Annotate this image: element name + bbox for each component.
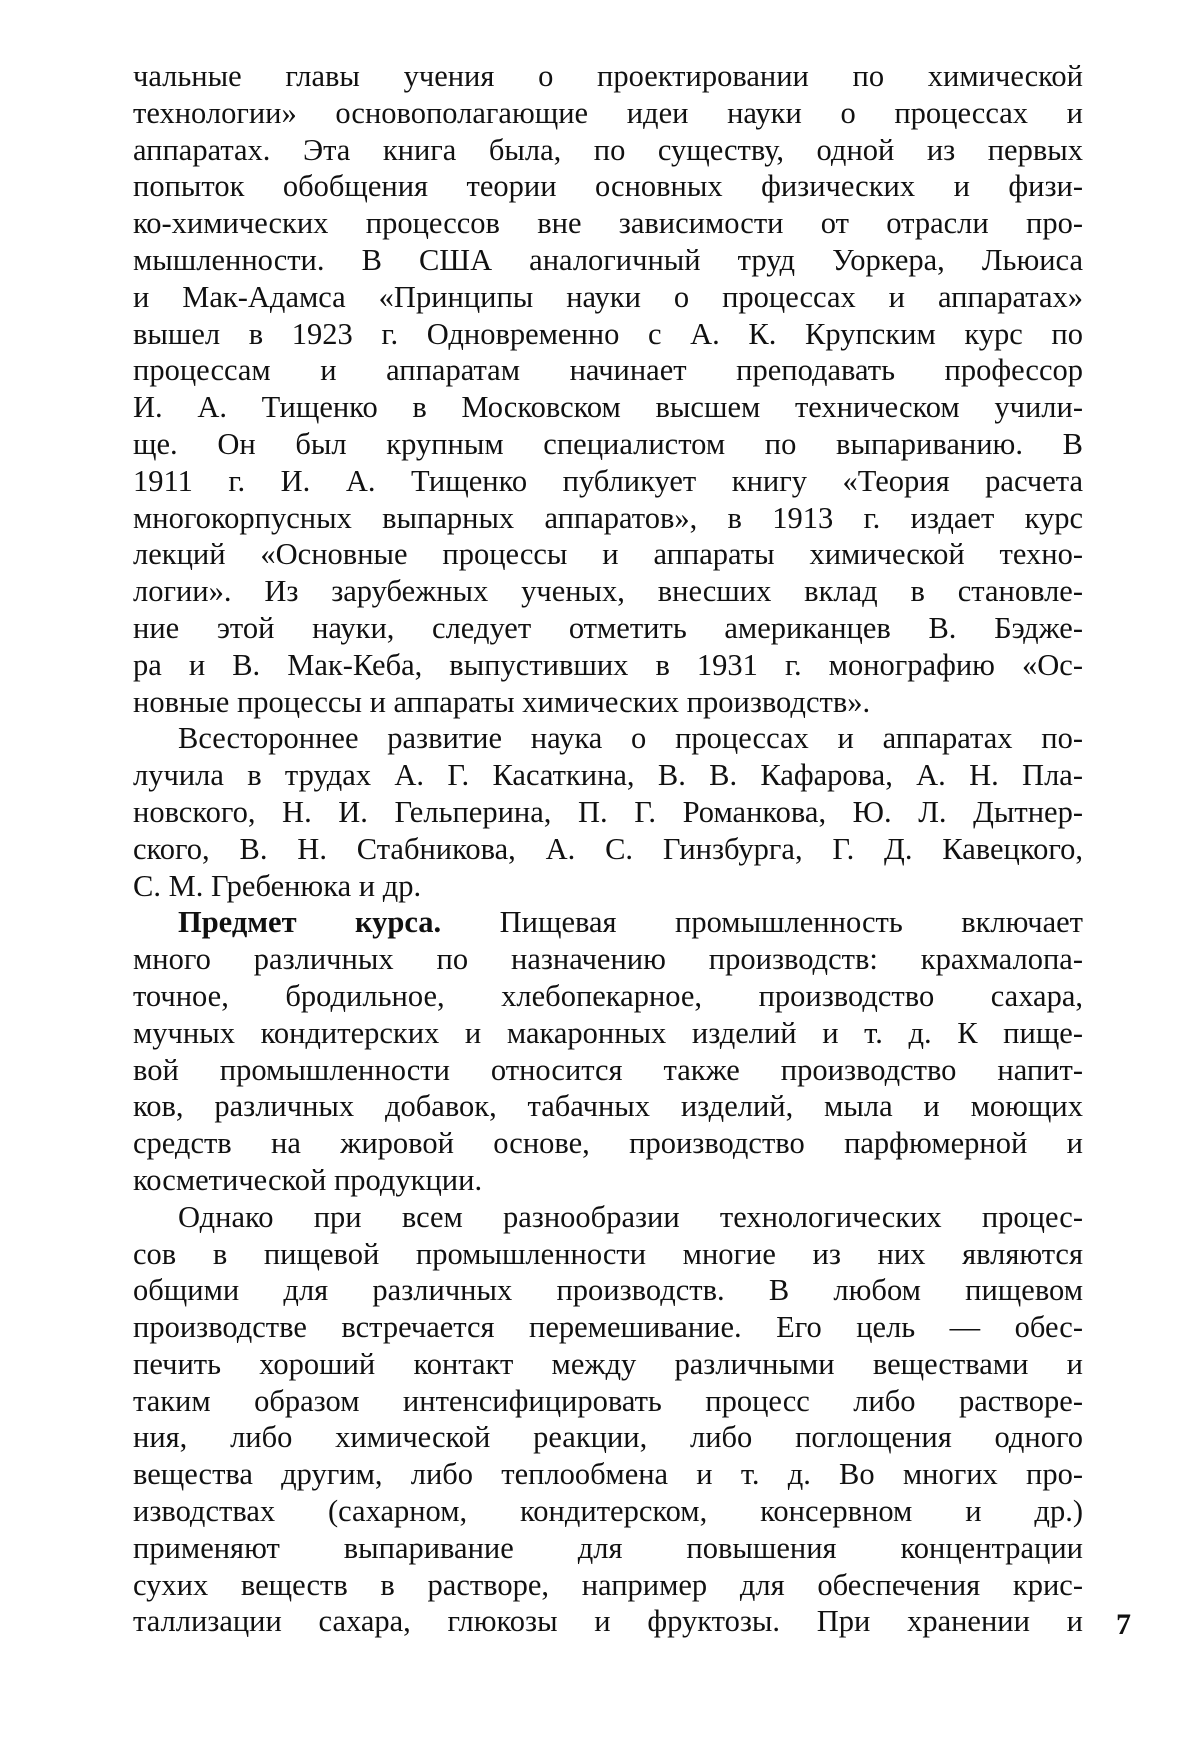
paragraph-1 xyxy=(133,58,1083,720)
text-line: ко-химических процессов вне зависимости от отрасли про- xyxy=(133,205,1083,242)
text-line: печить хороший контакт между различными веществами и xyxy=(133,1346,1083,1383)
text-line: логии». Из зарубежных ученых, внесших вклад в становле- xyxy=(133,573,1083,610)
text-line: мучных кондитерских и макаронных изделий и т. д. К пище- xyxy=(133,1015,1083,1052)
text-line: много различных по назначению производств: крахмалопа- xyxy=(133,941,1083,978)
text-line: Всестороннее развитие наука о процессах и аппаратах по- xyxy=(133,720,1083,757)
text-line: мышленности. В США аналогичный труд Уоркера, Льюиса xyxy=(133,242,1083,279)
text-line: Однако при всем разнообразии технологических процес- xyxy=(133,1199,1083,1236)
text-line: процессам и аппаратам начинает преподавать профессор xyxy=(133,352,1083,389)
text-line: новные процессы и аппараты химических производств». xyxy=(133,684,1083,721)
text-line: вышел в 1923 г. Одновременно с А. К. Крупским курс по xyxy=(133,316,1083,353)
text-line: ще. Он был крупным специалистом по выпариванию. В xyxy=(133,426,1083,463)
page-body xyxy=(133,58,1083,1640)
text-line: лучила в трудах А. Г. Касаткина, В. В. Кафарова, А. Н. Пла- xyxy=(133,757,1083,794)
text-line: сов в пищевой промышленности многие из них являются xyxy=(133,1236,1083,1273)
text-line: технологии» основополагающие идеи науки о процессах и xyxy=(133,95,1083,132)
text-line: И. А. Тищенко в Московском высшем техническом учили- xyxy=(133,389,1083,426)
text-line: ков, различных добавок, табачных изделий, мыла и моющих xyxy=(133,1088,1083,1125)
text-line: сухих веществ в растворе, например для обеспечения крис- xyxy=(133,1567,1083,1604)
text-line: С. М. Гребенюка и др. xyxy=(133,868,1083,905)
paragraph-3 xyxy=(133,904,1083,1198)
text-line: общими для различных производств. В любом пищевом xyxy=(133,1272,1083,1309)
text-line: ского, В. Н. Стабникова, А. С. Гинзбурга, Г. Д. Кавецкого, xyxy=(133,831,1083,868)
text-line: аппаратах. Эта книга была, по существу, одной из первых xyxy=(133,132,1083,169)
text-line xyxy=(133,904,1083,941)
text-line: ние этой науки, следует отметить американцев В. Бэдже- xyxy=(133,610,1083,647)
text-line: и Мак-Адамса «Принципы науки о процессах и аппаратах» xyxy=(133,279,1083,316)
text-line: косметической продукции. xyxy=(133,1162,1083,1199)
text-line: таким образом интенсифицировать процесс либо растворе- xyxy=(133,1383,1083,1420)
text-line: ния, либо химической реакции, либо поглощения одного xyxy=(133,1419,1083,1456)
text-line: чальные главы учения о проектировании по химической xyxy=(133,58,1083,95)
text-line: вещества другим, либо теплообмена и т. д. Во многих про- xyxy=(133,1456,1083,1493)
text-line: средств на жировой основе, производство парфюмерной и xyxy=(133,1125,1083,1162)
text-line: ра и В. Мак-Кеба, выпустивших в 1931 г. монографию «Ос- xyxy=(133,647,1083,684)
text-line: лекций «Основные процессы и аппараты химической техно- xyxy=(133,536,1083,573)
text-line: многокорпусных выпарных аппаратов», в 1913 г. издает курс xyxy=(133,500,1083,537)
text-run: Пищевая промышленность включает xyxy=(441,905,1083,939)
text-line: новского, Н. И. Гельперина, П. Г. Романкова, Ю. Л. Дытнер- xyxy=(133,794,1083,831)
text-line: таллизации сахара, глюкозы и фруктозы. При хранении и xyxy=(133,1603,1083,1640)
paragraph-2 xyxy=(133,720,1083,904)
text-line: попыток обобщения теории основных физических и физи- xyxy=(133,168,1083,205)
text-line: 1911 г. И. А. Тищенко публикует книгу «Теория расчета xyxy=(133,463,1083,500)
text-line: изводствах (сахарном, кондитерском, консервном и др.) xyxy=(133,1493,1083,1530)
paragraph-4 xyxy=(133,1199,1083,1641)
text-line: точное, бродильное, хлебопекарное, производство сахара, xyxy=(133,978,1083,1015)
text-line: производстве встречается перемешивание. Его цель — обес- xyxy=(133,1309,1083,1346)
section-heading: Предмет курса. xyxy=(178,905,441,939)
text-line: вой промышленности относится также производство напит- xyxy=(133,1052,1083,1089)
page-number: 7 xyxy=(1116,1607,1131,1643)
text-line: применяют выпаривание для повышения концентрации xyxy=(133,1530,1083,1567)
